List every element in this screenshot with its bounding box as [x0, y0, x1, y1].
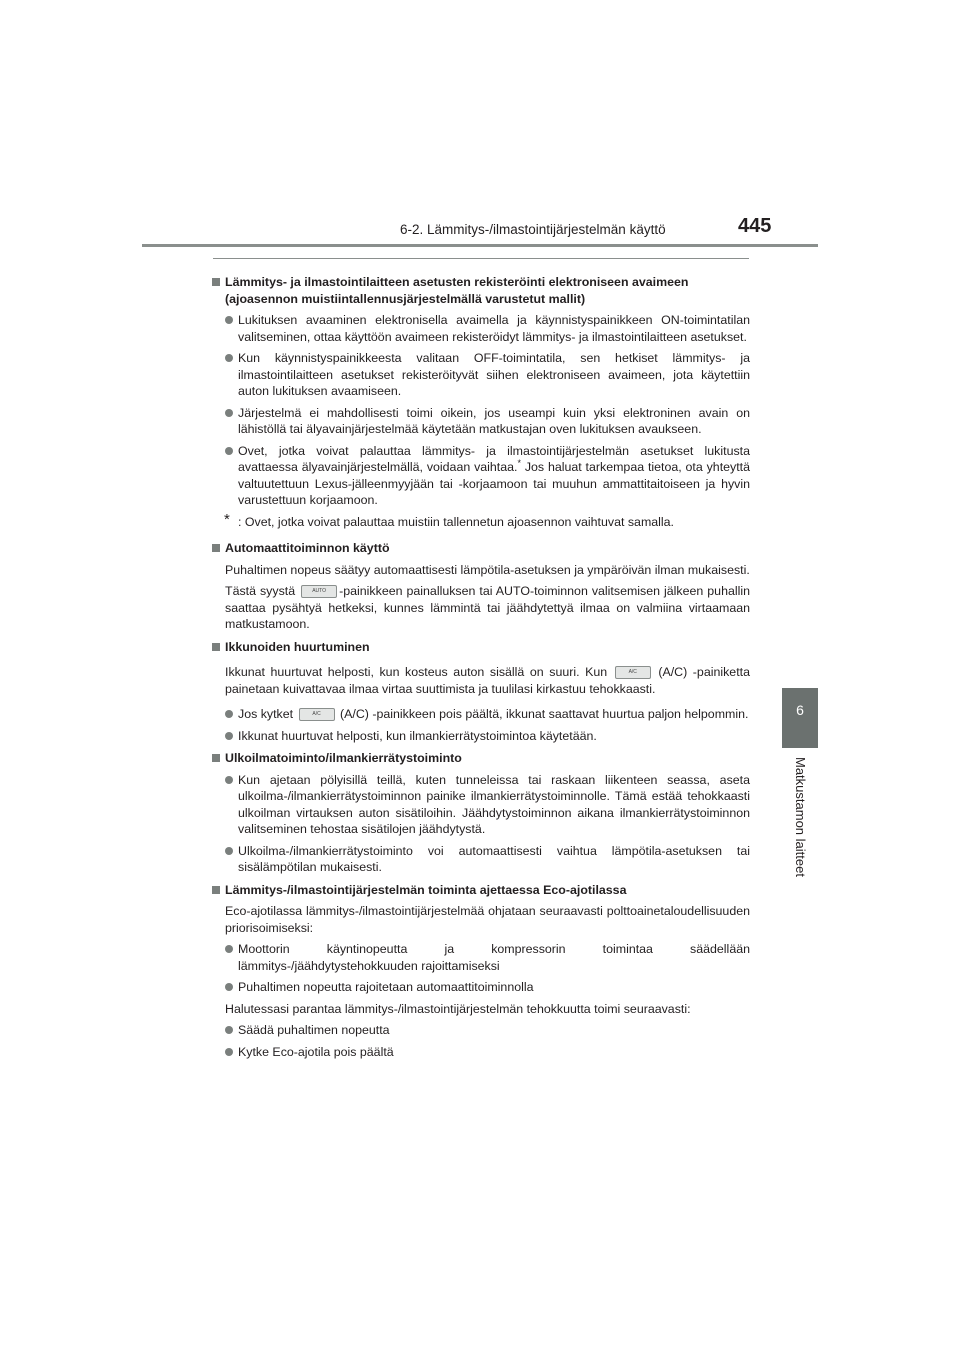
list-item: Kun käynnistyspainikkeesta valitaan OFF-toimintatila, sen hetkiset lämmitys- ja ilmastointilaitteen asetukset rekisteröityvät siihen elektroniseen avaimeen, jota käytettiin auton lukituksen avaamiseen.	[212, 350, 750, 400]
paragraph-text: Ikkunat huurtuvat helposti, kun kosteus auton sisällä on suuri. Kun	[225, 665, 608, 679]
page-content	[212, 268, 750, 1060]
auto-button-icon	[301, 585, 337, 598]
list-item-text: Jos kytket	[238, 707, 294, 721]
list-item-text: (A/C) -painikkeen pois päältä, ikkunat saattavat huurtua paljon helpommin.	[340, 707, 749, 721]
list-item: Ikkunat huurtuvat helposti, kun ilmankierrätystoimintoa käytetään.	[212, 728, 750, 745]
section-heading-recirculation: Ulkoilmatoiminto/ilmankierrätystoiminto	[212, 750, 750, 767]
paragraph	[212, 664, 750, 697]
footnote-text: : Ovet, jotka voivat palauttaa muistiin tallennetun ajoasennon vaihtuvat samalla.	[238, 514, 674, 529]
paragraph-text: (A/C) -painiketta painetaan kuivattavaa ilmaa virtaa suuttimista ja tuulilasi kirkastuu tehokkaasti.	[225, 665, 750, 696]
running-header-title: 6-2. Lämmitys-/ilmastointijärjestelmän käyttö	[400, 222, 666, 237]
list-item: Järjestelmä ei mahdollisesti toimi oikein, jos useampi kuin yksi elektroninen avain on lähistöllä tai älyavainjärjestelmää käytetään matkustajan oven lukituksen avaukseen.	[212, 405, 750, 438]
section-heading-auto-mode: Automaattitoiminnon käyttö	[212, 540, 750, 557]
list-item: Ulkoilma-/ilmankierrätystoiminto voi automaattisesti vaihtua lämpötila-asetuksen tai sisälämpötilan mukaisesti.	[212, 843, 750, 876]
paragraph: Puhaltimen nopeus säätyy automaattisesti lämpötila-asetuksen ja ympäröivän ilman mukaisesti.	[225, 562, 750, 577]
list-item: Lukituksen avaaminen elektronisella avaimella ja käynnistyspainikkeen ON-toimintatilan valitseminen, ottaa käyttöön avaimeen rekisteröidyt lämmitys- ja ilmastointilaitteen asetukset.	[212, 312, 750, 345]
paragraph: Eco-ajotilassa lämmitys-/ilmastointijärjestelmää ohjataan seuraavasti polttoainetaloudellisuuden priorisoimiseksi:	[225, 904, 750, 935]
section-heading-key-memory: Lämmitys- ja ilmastointilaitteen asetusten rekisteröinti elektroniseen avaimeen (ajoasennon muistiintallennusjärjestelmällä varustetut mallit)	[212, 274, 750, 307]
ac-button-label: A/C	[628, 669, 637, 676]
footnote-marker: *	[517, 457, 521, 468]
list-item-text: Jos haluat tarkempaa tietoa, ota yhteyttä valtuutettuun Lexus-jälleenmyyjään tai -korjaamoon tai muuhun ammattitaitoiseen ja hyvin varustettuun korjaamoon.	[238, 460, 750, 507]
chapter-label: Matkustamon laitteet	[793, 757, 808, 877]
paragraph: Halutessasi parantaa lämmitys-/ilmastointijärjestelmän tehokkuutta toimi seuraavasti:	[225, 1001, 691, 1016]
auto-button-label: AUTO	[312, 588, 327, 595]
ac-button-icon	[299, 708, 335, 721]
list-item	[212, 443, 750, 509]
list-item: Säädä puhaltimen nopeutta	[212, 1022, 750, 1039]
paragraph-text: Tästä syystä	[225, 584, 296, 598]
section-heading-eco-mode: Lämmitys-/ilmastointijärjestelmän toiminta ajettaessa Eco-ajotilassa	[212, 882, 750, 899]
ac-button-label: A/C	[312, 711, 321, 718]
header-rule	[142, 244, 818, 247]
footnote-asterisk: *	[224, 510, 230, 528]
chapter-tab: 6	[782, 688, 818, 748]
list-item: Moottorin käyntinopeutta ja kompressorin toimintaa säädellään lämmitys-/jäähdytystehokkuuden rajoittamiseksi	[212, 941, 750, 974]
section-heading-window-fogging: Ikkunoiden huurtuminen	[212, 639, 750, 656]
content-rule	[213, 258, 749, 259]
list-item: Puhaltimen nopeutta rajoitetaan automaattitoiminnolla	[212, 979, 750, 996]
page-number: 445	[738, 215, 772, 237]
paragraph-text: -painikkeen painalluksen tai AUTO-toiminnon valitsemisen jälkeen puhallin saattaa pysähtyä hetkeksi, kunnes lämmintä tai jäähdytettyä ilmaa on valmiina virtaamaan matkustamoon.	[225, 584, 750, 631]
list-item	[212, 706, 750, 723]
footnote	[212, 510, 750, 531]
list-item: Kun ajetaan pölyisillä teillä, kuten tunneleissa tai raskaan liikenteen seassa, aseta ulkoilma-/ilmankierrätystoiminnon painike ilmankierrätystoiminnolle. Tämä estää tehokkaasti ulkoilman virtauksen auton sisätiloihin. Jäähdytystoiminnon aikana ilmankierrätystoiminnon valitseminen tehostaa sisätilojen jäähdytystä.	[212, 772, 750, 838]
paragraph	[212, 583, 750, 633]
list-item: Kytke Eco-ajotila pois päältä	[212, 1044, 750, 1061]
list-item-text: Ovet, jotka voivat palauttaa lämmitys- ja ilmastointijärjestelmän asetukset lukitusta avattaessa älyavainjärjestelmällä, voidaan vaihtaa.	[238, 443, 750, 474]
ac-button-icon	[615, 666, 651, 679]
